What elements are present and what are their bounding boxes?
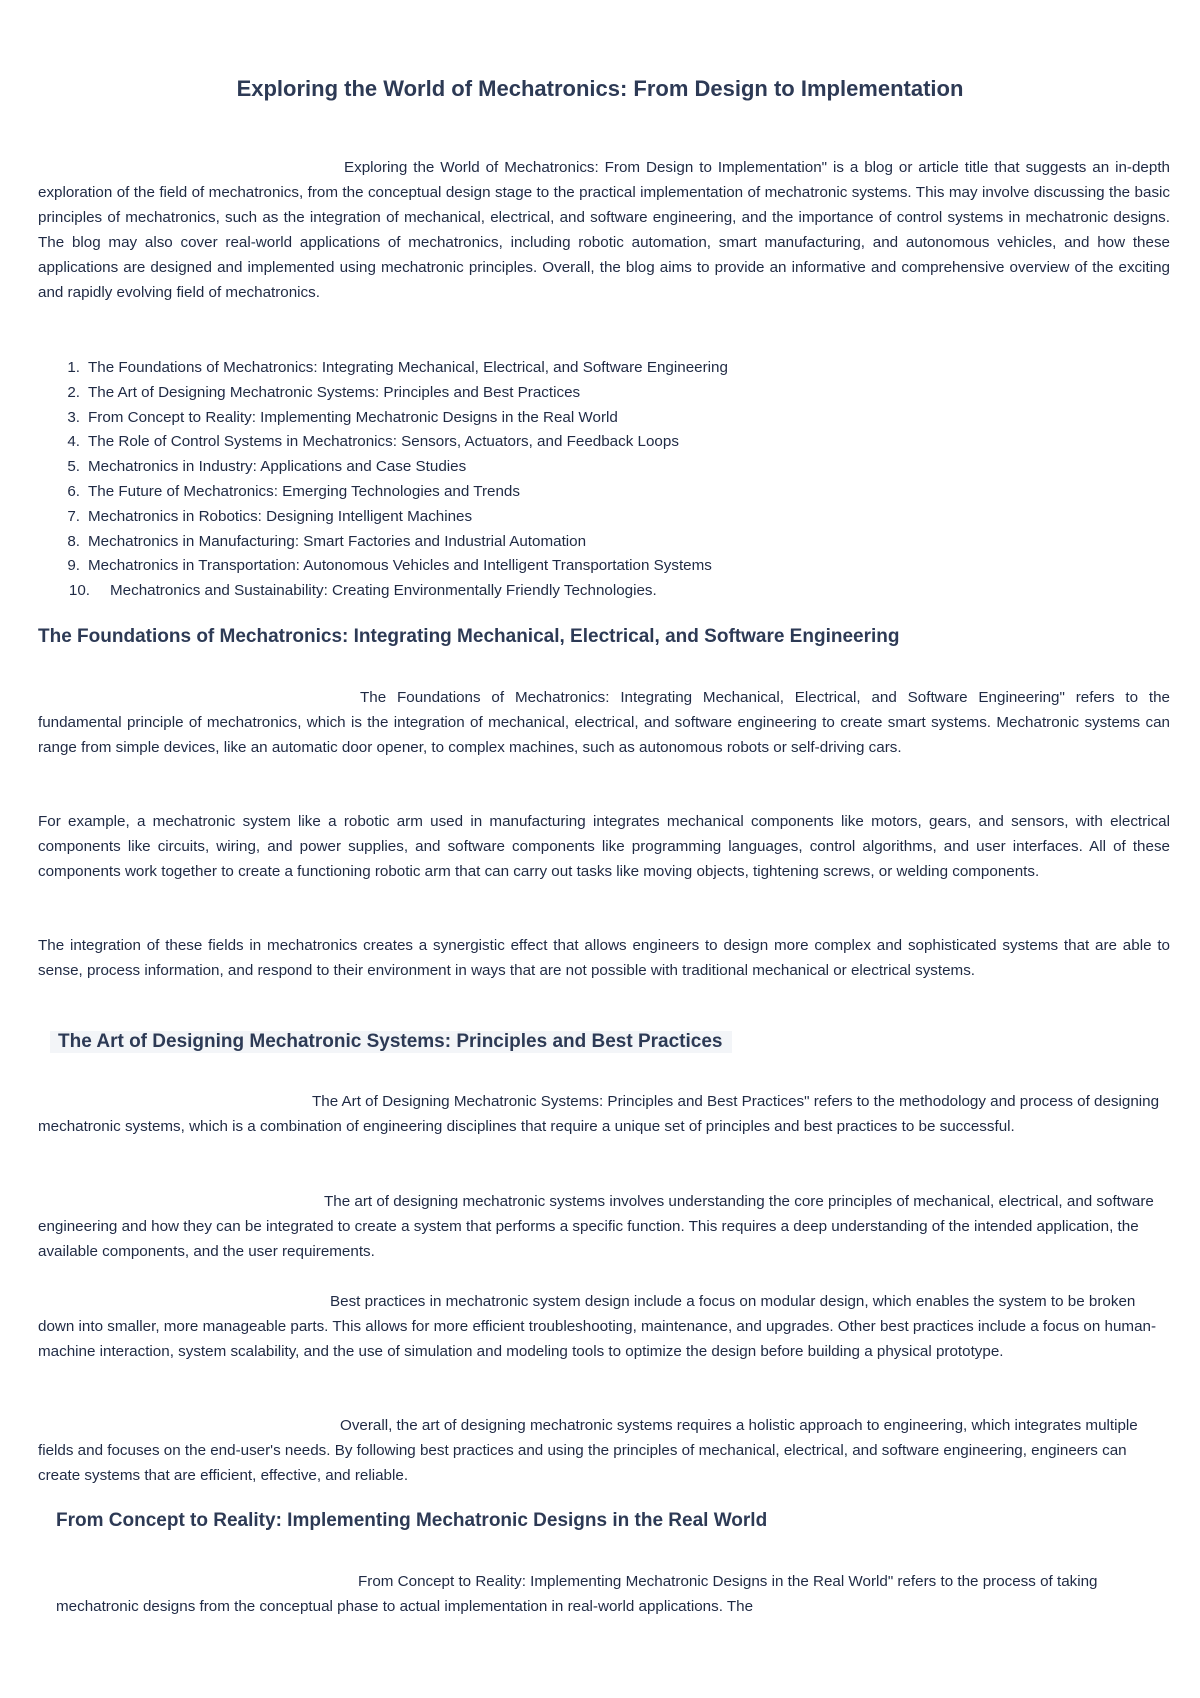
section1-paragraph-2: For example, a mechatronic system like a robotic arm used in manufacturing integrates mechanical components like motors, gears, and sensors, with electrical components like circuits, wiring, and power supplies, and software components like programming languages, control algorithms, and user interfaces. All of these components work together to create a functioning robotic arm that can carry out tasks like moving objects, tightening screws, or welding components. <box>38 813 1170 880</box>
section2-paragraph-3: Best practices in mechatronic system design include a focus on modular design, which enables the system to be broken down into smaller, more manageable parts. This allows for more efficient troubleshooting, maintenance, and upgrades. Other best practices include a focus on human-machine interaction, system scalability, and the use of simulation and modeling tools to optimize the design before building a physical prototype. <box>38 1293 1157 1360</box>
toc-text: From Concept to Reality: Implementing Mechatronic Designs in the Real World <box>88 408 618 426</box>
toc-item <box>50 505 728 530</box>
toc-item <box>50 381 728 406</box>
toc-item <box>50 406 728 431</box>
toc-item <box>50 579 728 604</box>
toc-number: 4. <box>67 433 80 451</box>
section2-paragraph-1: The Art of Designing Mechatronic Systems: Principles and Best Practices" refers to the methodology and process of designing mechatronic systems, which is a combination of engineering disciplines that require a unique set of principles and best practices to be successful. <box>38 1093 1160 1135</box>
toc-item <box>50 480 728 505</box>
toc-text: The Future of Mechatronics: Emerging Technologies and Trends <box>88 482 520 500</box>
toc-number: 10. <box>68 582 90 600</box>
toc-item <box>50 356 728 381</box>
toc-item <box>50 530 728 555</box>
toc-number: 6. <box>67 482 80 500</box>
toc-text: Mechatronics in Industry: Applications and Case Studies <box>88 458 467 476</box>
toc-number: 7. <box>67 507 80 525</box>
toc-item <box>50 455 728 480</box>
section1-paragraph-3: The integration of these fields in mechatronics creates a synergistic effect that allows engineers to design more complex and sophisticated systems that are able to sense, process information, and respond to their environment in ways that are not possible with traditional mechanical or electrical systems. <box>38 937 1170 979</box>
toc-text: The Foundations of Mechatronics: Integrating Mechanical, Electrical, and Software Engineering <box>88 359 728 376</box>
document-title: Exploring the World of Mechatronics: From Design to Implementation <box>236 76 964 101</box>
toc-number: 5. <box>67 458 80 476</box>
toc-text: The Role of Control Systems in Mechatronics: Sensors, Actuators, and Feedback Loops <box>88 433 679 451</box>
toc-number: 3. <box>67 408 80 426</box>
section3-heading: From Concept to Reality: Implementing Mechatronic Designs in the Real World <box>56 1510 768 1531</box>
toc-number: 9. <box>67 557 80 575</box>
section3-paragraph-1: From Concept to Reality: Implementing Mechatronic Designs in the Real World" refers to the process of taking mechatronic designs from the conceptual phase to actual implementation in real-world applications. The <box>56 1573 1098 1615</box>
toc-number: 1. <box>67 359 80 376</box>
toc-number: 2. <box>67 383 80 401</box>
toc-text: Mechatronics in Robotics: Designing Intelligent Machines <box>88 507 473 525</box>
section2-heading: The Art of Designing Mechatronic Systems: Principles and Best Practices <box>50 1031 732 1053</box>
toc-item <box>50 554 728 579</box>
toc-number: 8. <box>67 532 80 550</box>
toc-text: Mechatronics in Manufacturing: Smart Factories and Industrial Automation <box>88 532 587 550</box>
section1-heading: The Foundations of Mechatronics: Integrating Mechanical, Electrical, and Software Engineering <box>38 626 900 647</box>
section2-paragraph-4: Overall, the art of designing mechatronic systems requires a holistic approach to engineering, which integrates multiple fields and focuses on the end-user's needs. By following best practices and using the principles of mechanical, electrical, and software engineering, engineers can create systems that are efficient, effective, and reliable. <box>38 1417 1138 1484</box>
toc-text: The Art of Designing Mechatronic Systems: Principles and Best Practices <box>88 383 581 401</box>
toc-text: Mechatronics in Transportation: Autonomous Vehicles and Intelligent Transportation Systems <box>88 557 712 575</box>
table-of-contents <box>50 356 728 604</box>
section1-paragraph-1: The Foundations of Mechatronics: Integrating Mechanical, Electrical, and Software Engineering" refers to the fundamental principle of mechatronics, which is the integration of mechanical, electrical, and software engineering to create smart systems. Mechatronic systems can range from simple devices, like an automatic door opener, to complex machines, such as autonomous robots or self-driving cars. <box>38 689 1170 756</box>
section2-paragraph-2: The art of designing mechatronic systems involves understanding the core principles of mechanical, electrical, and software engineering and how they can be integrated to create a system that performs a specific function. This requires a deep understanding of the intended application, the available components, and the user requirements. <box>38 1193 1154 1260</box>
toc-item <box>50 430 728 455</box>
toc-text: Mechatronics and Sustainability: Creating Environmentally Friendly Technologies. <box>110 582 657 600</box>
intro-paragraph: Exploring the World of Mechatronics: From Design to Implementation" is a blog or article title that suggests an in-depth exploration of the field of mechatronics, from the conceptual design stage to the practical implementation of mechatronic systems. This may involve discussing the basic principles of mechatronics, such as the integration of mechanical, electrical, and software engineering, and the importance of control systems in mechatronic designs. The blog may also cover real-world applications of mechatronics, including robotic automation, smart manufacturing, and autonomous vehicles, and how these applications are designed and implemented using mechatronic principles. Overall, the blog aims to provide an informative and comprehensive overview of the exciting and rapidly evolving field of mechatronics. <box>38 159 1170 301</box>
